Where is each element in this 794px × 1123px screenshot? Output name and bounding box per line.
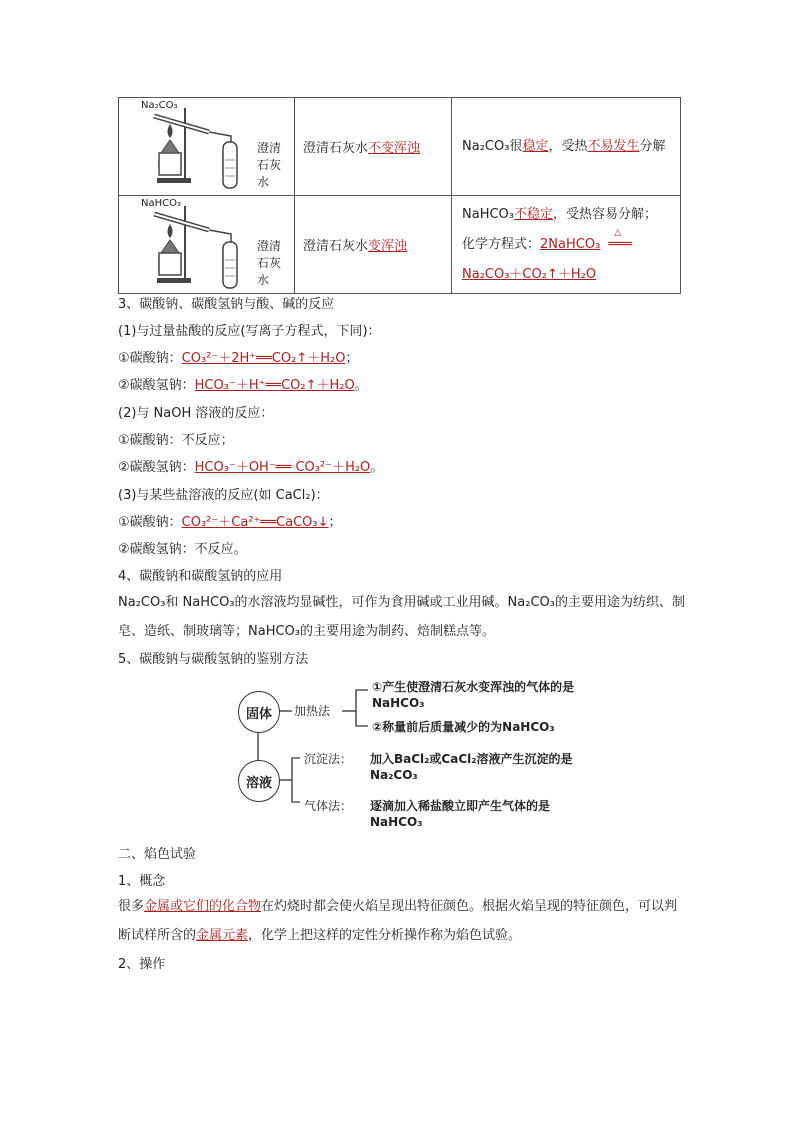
heat-condition: △ <box>614 227 622 238</box>
precip-method: 沉淀法： <box>304 752 353 766</box>
apparatus-cell <box>119 196 295 294</box>
s3-item-1: (1)与过量盐酸的反应(写离子方程式，下同)： <box>118 324 381 339</box>
concept-title: 1、概念 <box>118 874 166 889</box>
heat-result-2: ②称量前后质量减少的为NaHCO₃ <box>372 720 555 734</box>
conclusion-cell <box>452 98 681 196</box>
concept-key: 金属元素 <box>196 928 249 943</box>
conclusion-key: 不易发生 <box>587 138 640 154</box>
s3-item-2a: ①碳酸钠：不反应； <box>118 433 234 448</box>
concept-part: 在灼烧时都会使火焰呈现出特征颜色。根据火焰呈现的特征颜色，可以判断试样所含的 <box>118 899 678 943</box>
s3-item-3: (3)与某些盐溶液的反应(如 CaCl₂)： <box>118 488 329 503</box>
limewater-label <box>257 238 287 289</box>
s3-item-3b: ②碳酸氢钠：不反应。 <box>118 542 247 557</box>
conclusion-text: ，受热容易分解； <box>553 206 658 222</box>
limewater-line: 水 <box>257 175 270 189</box>
apparatus-label: Na₂CO₃ <box>141 100 178 111</box>
limewater-label <box>257 140 287 191</box>
equation-left: 2NaHCO₃ <box>540 236 601 252</box>
concept-part: ，化学上把这样的定性分析操作称为焰色试验。 <box>248 928 522 943</box>
limewater-line: 澄清 <box>257 239 282 253</box>
s3-item-3a <box>118 511 342 530</box>
equation-label: 化学方程式： <box>462 236 541 252</box>
flame-heading: 二、焰色试验 <box>118 847 197 862</box>
conclusion-text: NaHCO₃ <box>462 206 514 222</box>
phenomenon-text: 澄清石灰水 <box>303 141 369 156</box>
phenomenon-cell <box>295 98 452 196</box>
phenomenon-text: 澄清石灰水 <box>303 239 369 254</box>
item-label: ①碳酸钠： <box>118 351 182 366</box>
limewater-line: 石灰 <box>257 256 282 270</box>
item-label: ②碳酸氢钠： <box>118 460 195 475</box>
ionic-equation: CO₃²⁻＋2H⁺══CO₂↑＋H₂O <box>181 351 346 366</box>
s3-item-2: (2)与 NaOH 溶液的反应： <box>118 406 274 421</box>
conclusion-text: 分解 <box>639 138 666 154</box>
punct: ； <box>328 515 342 530</box>
conclusion-cell <box>452 196 681 294</box>
solution-node: 溶液 <box>238 760 280 802</box>
experiment-table <box>118 97 681 294</box>
solid-node: 固体 <box>238 691 280 733</box>
ionic-equation: HCO₃⁻＋OH⁻══ CO₃²⁻＋H₂O <box>194 460 371 475</box>
punct: 。 <box>370 460 384 475</box>
concept-key: 金属或它们的化合物 <box>144 899 262 914</box>
item-label: ①碳酸钠： <box>118 515 182 530</box>
table-row <box>119 196 681 294</box>
limewater-line: 水 <box>257 273 270 287</box>
s3-item-1b <box>118 374 368 393</box>
precip-result: 加入BaCl₂或CaCl₂溶液产生沉淀的是Na₂CO₃ <box>370 752 573 782</box>
equation-right: Na₂CO₃＋CO₂↑＋H₂O <box>462 266 597 282</box>
heat-result-1: ①产生使澄清石灰水变浑浊的气体的是NaHCO₃ <box>372 680 575 710</box>
phenomenon-key: 不变浑浊 <box>368 141 421 156</box>
apparatus-cell <box>119 98 295 196</box>
conclusion-key: 不稳定 <box>514 206 554 222</box>
concept-part: 很多 <box>118 899 145 914</box>
table-row <box>119 98 681 196</box>
section-5-title: 5、碳酸钠与碳酸氢钠的鉴别方法 <box>118 652 309 667</box>
phenomenon-key: 变浑浊 <box>368 239 408 254</box>
conclusion-text: ，受热 <box>548 138 588 154</box>
s3-item-1a <box>118 347 358 366</box>
item-label: ②碳酸氢钠： <box>118 378 195 393</box>
section-4-text: Na₂CO₃和 NaHCO₃的水溶液均显碱性，可作为食用碱或工业用碱。Na₂CO₃的主要用途为纺织、制皂、造纸、制玻璃等；NaHCO₃的主要用途为制药、焙制糕点等。 <box>118 595 685 639</box>
apparatus-label: NaHCO₃ <box>141 198 181 209</box>
s3-item-2b <box>118 456 383 475</box>
gas-method: 气体法： <box>304 799 353 813</box>
equation-arrow: △ ═══ <box>600 230 640 260</box>
phenomenon-cell <box>295 196 452 294</box>
limewater-line: 石灰 <box>257 158 282 172</box>
ionic-equation: HCO₃⁻＋H⁺══CO₂↑＋H₂O <box>194 378 355 393</box>
operation-title: 2、操作 <box>118 957 166 972</box>
conclusion-key: 稳定 <box>522 138 549 154</box>
conclusion-text: Na₂CO₃很 <box>462 138 523 154</box>
punct: 。 <box>354 378 368 393</box>
heat-method: 加热法 <box>294 704 331 718</box>
punct: ； <box>345 351 359 366</box>
gas-result: 逐滴加入稀盐酸立即产生气体的是NaHCO₃ <box>370 799 551 829</box>
section-4-title: 4、碳酸钠和碳酸氢钠的应用 <box>118 569 283 584</box>
concept-text <box>118 892 688 950</box>
limewater-line: 澄清 <box>257 141 282 155</box>
section-3-title: 3、碳酸钠、碳酸氢钠与酸、碱的反应 <box>118 297 335 312</box>
ionic-equation: CO₃²⁻＋Ca²⁺══CaCO₃↓ <box>181 515 329 530</box>
